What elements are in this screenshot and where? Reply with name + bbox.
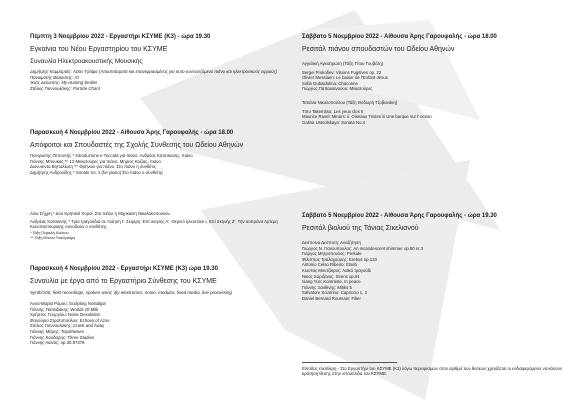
program-item: Γιάννης Κουδαρης: Three Studies [30, 334, 95, 340]
event-header: Σάββατο 5 Νοεμβρίου 2022 - Αίθουσα Άρης Γαρουφαλής - ώρα 19.30 [302, 213, 497, 219]
program-item: Γιάργος Μητροπουλος: Prelude [302, 251, 362, 257]
program-item: Galina Ustvolskaya: Sonata No.4 [302, 119, 366, 125]
program-item: Δημήτρης Ανδρονίδης * Sonate no. 1 (for piano) Στο πιάνο ο συνθέτης [30, 169, 164, 175]
program-item: Daniel Bernard Roumain: Filter [302, 295, 361, 301]
program-item: Γιάννης Παπαδάκης: Worlds Of Milk [30, 306, 99, 312]
program-item: Δεσποινα Δεσποτη: Αναζήτηση [302, 240, 361, 245]
program-item: Ανδρέας Κατσιανης * Τρία τραγούδια σε ποίηση Γ. Σεφέρη: Επί σκηνής Α', Θερινό ηλιοστάσι Ι, Επί σκηνής Ζ'. Την σοπράνο Αρτεμη Κωνσταντουριαης συνοδεύει ο συνθέτης [30, 218, 278, 230]
program-list [302, 240, 570, 302]
event-title: Συναυλία με έργα από το Εργαστήριο Σύνθεσης του ΚΣΥΜΕ [30, 278, 217, 285]
performer-group [302, 100, 570, 125]
program-item: Πανιγιώτης Πεπουτής * Introduzione e Toccata για πιάνο. Ανδρέας Κατσσιανης, πιανο [30, 153, 193, 158]
event-header: Παρασκευή 4 Νοεμβρίου 2022 - Αίθουσα Άρης Γαρουφαλής - ώρα 18.00 [30, 130, 234, 136]
program-item: Χρήστος Γεωργίου: Noise Desolation [30, 312, 101, 318]
event-subtitle: Συναυλία Ηλεκτροακουστικής Μουσικής [30, 58, 143, 65]
event-extra-works [30, 211, 292, 242]
program-item: Ίκατς Δεουατης: My Hunting Smiles [30, 80, 98, 86]
program-item: Νικος Χαριζάνος: Sirens op.91 [302, 273, 360, 279]
program-item: Sofia Gubaidulina: Chaconne [302, 80, 358, 86]
program-item: Φίλιππος Τσαλαχούρης: Erebus op.133 [302, 256, 377, 262]
event-header: Σάββατο 5 Νοεμβρίου 2022 - Αίθουσα Άρης Γαρουφαλής - ώρα 18.00 [302, 34, 497, 40]
program-list [30, 301, 292, 346]
event-violin-recital [302, 213, 570, 302]
performer-group [302, 61, 570, 92]
program-item: Λίνα Σήχρη * Δύο Κρητικοί Χοροί. Στο πιάνο η Μηρκαινη Νικολακοπουλου [30, 211, 170, 216]
program-item: Στέλιος Γιαννουλάκης: Crank and Away [30, 323, 105, 329]
program-item: Δημήτρης Κομμαρτάς: Λεϊον Τραϊμα (Αποσπάσματα και επανεφρασμένος για αυτο-συντονιζόμενο πιάνο και ηλεκτρονικούς ειρμούς) [30, 69, 278, 74]
program-item: Άννα-Μαρία Ρόμου: Sculpting Nostalgia [30, 301, 106, 306]
event-header: Πέμπτη 3 Νοεμβρίου 2022 - Εργαστήρι ΚΣΥΜΕ (Κ3) - ώρα 19.30 [30, 34, 211, 40]
event-title: Εγκαίνια του Νέου Εργαστηρίου του ΚΣΥΜΕ [30, 46, 168, 53]
program-item: Antonio Celso Ribeiro: Etseb [302, 262, 357, 268]
performer-name: Αγγελική Αγκιστρώτη (Τάξη Τίτου Γουβέλη) [302, 61, 384, 66]
event-composition-workshop [30, 266, 292, 346]
event-title: Ρεσιτάλ πιάνου σπουδαστών του Ωδείου Αθηνών [302, 46, 455, 53]
program-list [30, 69, 292, 91]
program-item: Tōru Takemitsu: Les yeux clos II [302, 108, 364, 114]
program-item: Γιωργος Ν. Γιανουπουλος: An incandescent shimmer op.50 nr.3 [302, 245, 424, 251]
program-item: Στέλιος Γιαννουλάκης: Particle Chant [30, 85, 100, 91]
program-item: Πανοιματής Βελαιστης: ΙΟ [30, 74, 79, 80]
event-electroacoustic-concert [30, 34, 292, 91]
class-note: * Τάξη Περικλή Κοϋκου [30, 230, 69, 235]
footnote: Είσοδος ελεύθερη - Στο Εργαστήρι του ΚΣΥΜΕ (Κ3) λόγω περιορισμών στον αριθμό των θεσεων χρειάζεται οι ενδιαφερόμενοι να κάνουν κράτηση θέσης στην ιστοσελίδα του ΚΣΥΜΕ. [302, 366, 562, 377]
program-item: Maurice Ravel: Miroirs: ii. Oiseaux Tristes iii Une barque sur l' océan [302, 114, 432, 120]
program-item: Γιάννης Μάρης: Topothesies [30, 328, 84, 334]
performer-name: Τατιάνα Νικολοπούλου (Τάξη Θοδωρή Τζοβανάκη) [302, 99, 398, 105]
program-item: Γιάννης Λιανός: op.30,97376 [30, 340, 85, 346]
event-subtitle: Synth/100, field recordings, spoken word, diy electronics, noise, modular, fixed media, live processing [30, 290, 232, 295]
event-header: Παρασκευή 4 Νοεμβρίου 2022 - Εργαστήρι ΚΣΥΜΕ (Κ3) ώρα 19.30 [30, 266, 218, 272]
program-item: Sergei Prokofiev: Visions Fugitives op. 22 [302, 69, 382, 75]
program-item: Γιάννης Μπουκας *^ 12 Μινιατούρες για πιάνο, Μηριος Καζίας, πιανο [30, 158, 161, 164]
program-item: Κωστας Μουτζίκρος: Λαϊκό τραγούδι [302, 267, 372, 273]
program-item: Isang Yun: Kontraste, In peace [302, 279, 361, 285]
program-item: Salvatore Sciarrino: Capriccio 1, 2 [302, 290, 367, 296]
program-list [30, 153, 292, 175]
event-title: Απόφοιτοι και Σπουδαστές της Σχολής Συνθεσης του Ωδείου Αθηνών [30, 142, 244, 149]
program-item: Γιώργος Παπαιοανούου: Μινιατούρες [302, 86, 373, 92]
event-piano-recital [302, 34, 570, 125]
program-item: Φανούρια Στρατοπούλου: Echoes of Azov [30, 317, 110, 323]
program-item: Olivier Messiaen: Le baiser de l'Enfant-Jésus [302, 75, 388, 81]
event-title: Ρεσιτάλ βιολιού της Τάνιας Σικελιανού [302, 225, 419, 232]
program-item: Διονυσιντα Βηπαλίωτη ^^ Θρήνων για πιάνο. Στο πιάνο η συνθέτις [30, 164, 157, 170]
program-item: Γιάννης Ξανθινης: Mitiks 5 [302, 284, 352, 290]
event-composition-students [30, 130, 292, 175]
class-note: ^^ Τάξη Θάνου Τσαλιγκάμη [30, 236, 76, 241]
footnote-divider [302, 362, 397, 363]
